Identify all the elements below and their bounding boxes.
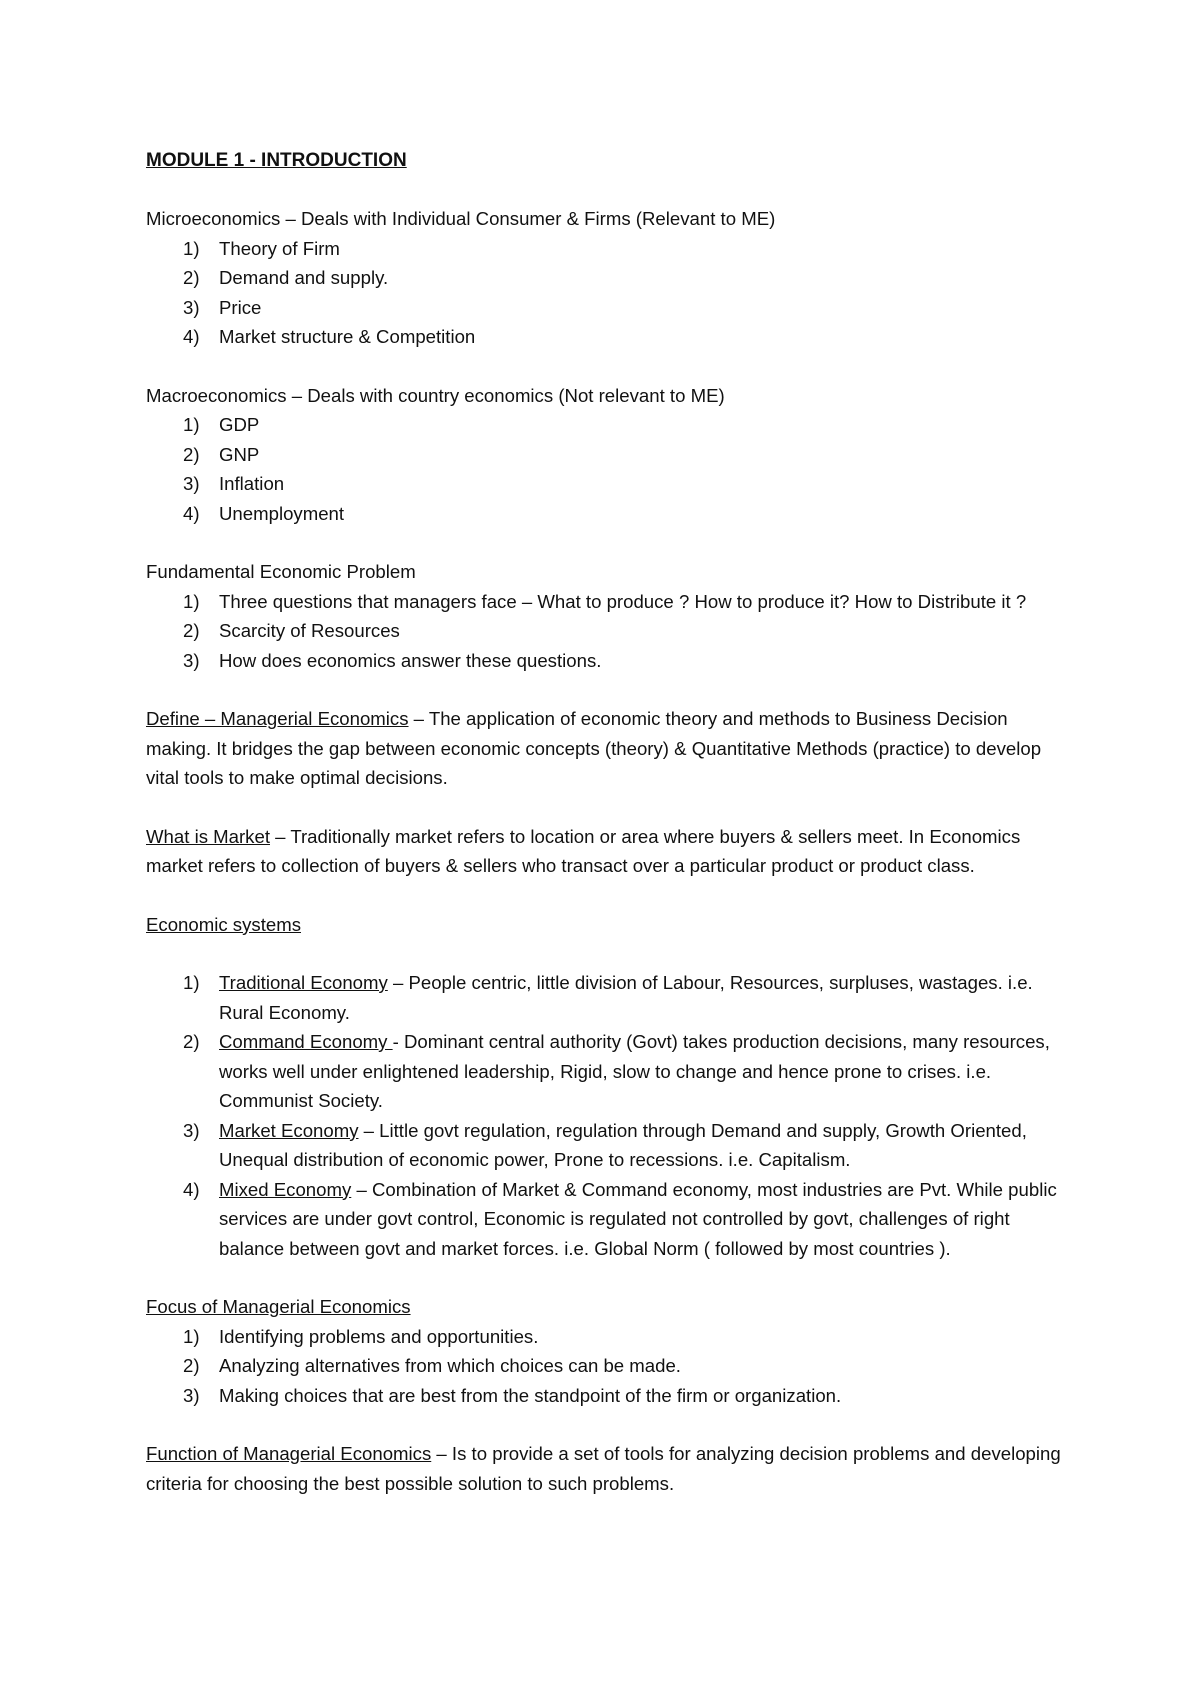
list-text: Theory of Firm [219, 237, 340, 259]
market-paragraph [146, 822, 1066, 881]
list-text: GDP [219, 414, 260, 435]
macroeconomics-list [146, 410, 1066, 528]
list-number: 2) [183, 1031, 200, 1052]
list-text: – Combination of Market & Command economy, most industries are Pvt. While public services are under govt control, Economic is regulated not controlled by govt, challenges of right balance between govt and market forces. i.e. Global Norm ( followed by most countries ). [219, 1178, 1057, 1259]
document-page [146, 146, 1066, 1498]
list-number: 2) [183, 1355, 200, 1376]
function-term: Function of Managerial Economics [146, 1443, 432, 1464]
list-number: 2) [183, 620, 200, 641]
definition-text: – The application of economic theory and methods to Business Decision making. It bridges the gap between economic concepts (theory) & Quantitative Methods (practice) to develop vital tools to make optimal decisions. [146, 708, 1042, 788]
list-number: 3) [183, 1119, 200, 1141]
list-item [146, 293, 1066, 323]
list-item [146, 410, 1066, 440]
list-text: GNP [219, 443, 260, 465]
list-item [146, 968, 1066, 1027]
list-text: Three questions that managers face – What to produce ? How to produce it? How to Distribute it ? [219, 590, 1027, 612]
list-item [146, 1351, 1066, 1381]
function-paragraph [146, 1439, 1066, 1498]
economic-systems-heading [146, 910, 1066, 940]
list-text: Price [219, 296, 262, 318]
list-text: - Dominant central authority (Govt) takes production decisions, many resources, works well under enlightened leadership, Rigid, slow to change and hence prone to crises. i.e. Communist Society. [219, 1031, 1050, 1111]
focus-list [146, 1322, 1066, 1411]
list-item [146, 616, 1066, 646]
list-text: How does economics answer these questions. [219, 649, 602, 671]
list-text: – Little govt regulation, regulation through Demand and supply, Growth Oriented, Unequal distribution of economic power, Prone to recessions. i.e. Capitalism. [219, 1119, 1027, 1170]
list-item [146, 1322, 1066, 1352]
list-number: 4) [183, 502, 200, 524]
list-text: Unemployment [219, 502, 345, 524]
list-text: Inflation [219, 473, 285, 494]
page-title: MODULE 1 - INTRODUCTION [146, 150, 407, 171]
list-item [146, 322, 1066, 352]
list-text: Scarcity of Resources [219, 620, 400, 641]
macroeconomics-heading: Macroeconomics – Deals with country economics (Not relevant to ME) [146, 384, 725, 406]
function-text: – Is to provide a set of tools for analyzing decision problems and developing criteria for choosing the best possible solution to such problems. [146, 1443, 1061, 1494]
list-number: 3) [183, 296, 200, 318]
list-item [146, 469, 1066, 499]
list-item [146, 440, 1066, 470]
list-number: 1) [183, 590, 200, 612]
list-number: 3) [183, 1384, 200, 1406]
list-text: Demand and supply. [219, 267, 389, 288]
fundamental-problem-list [146, 587, 1066, 676]
list-text: Market structure & Competition [219, 326, 476, 347]
list-number: 3) [183, 649, 200, 671]
list-number: 1) [183, 1325, 200, 1347]
list-number: 1) [183, 237, 200, 259]
list-number: 1) [183, 972, 200, 993]
list-term: Traditional Economy [219, 972, 388, 993]
list-item [146, 1116, 1066, 1175]
market-text: – Traditionally market refers to location or area where buyers & sellers meet. In Economics market refers to collection of buyers & sellers who transact over a particular product or product class. [146, 825, 1021, 876]
fundamental-problem-heading: Fundamental Economic Problem [146, 561, 416, 582]
list-number: 1) [183, 414, 200, 435]
microeconomics-list [146, 234, 1066, 352]
list-number: 2) [183, 267, 200, 288]
list-item [146, 234, 1066, 264]
list-number: 2) [183, 443, 200, 465]
definition-term: Define – Managerial Economics [146, 708, 409, 729]
list-text: Analyzing alternatives from which choices can be made. [219, 1355, 681, 1376]
market-term: What is Market [146, 825, 270, 847]
list-term: Market Economy [219, 1119, 359, 1141]
list-item [146, 1381, 1066, 1411]
focus-title: Focus of Managerial Economics [146, 1296, 411, 1317]
list-term: Mixed Economy [219, 1178, 352, 1200]
list-number: 4) [183, 326, 200, 347]
list-number: 4) [183, 1178, 200, 1200]
list-text: Making choices that are best from the standpoint of the firm or organization. [219, 1384, 842, 1406]
list-text: Identifying problems and opportunities. [219, 1325, 539, 1347]
economic-systems-list [146, 968, 1066, 1263]
focus-heading [146, 1292, 1066, 1322]
economic-systems-title: Economic systems [146, 913, 301, 935]
microeconomics-heading: Microeconomics – Deals with Individual Consumer & Firms (Relevant to ME) [146, 208, 776, 229]
list-item [146, 646, 1066, 676]
list-item [146, 263, 1066, 293]
list-item [146, 587, 1066, 617]
definition-paragraph [146, 704, 1066, 793]
list-item [146, 1027, 1066, 1116]
list-term: Command Economy [219, 1031, 393, 1052]
list-text: – People centric, little division of Labour, Resources, surpluses, wastages. i.e. Rural Economy. [219, 972, 1033, 1023]
list-item [146, 499, 1066, 529]
list-number: 3) [183, 473, 200, 494]
list-item [146, 1175, 1066, 1264]
